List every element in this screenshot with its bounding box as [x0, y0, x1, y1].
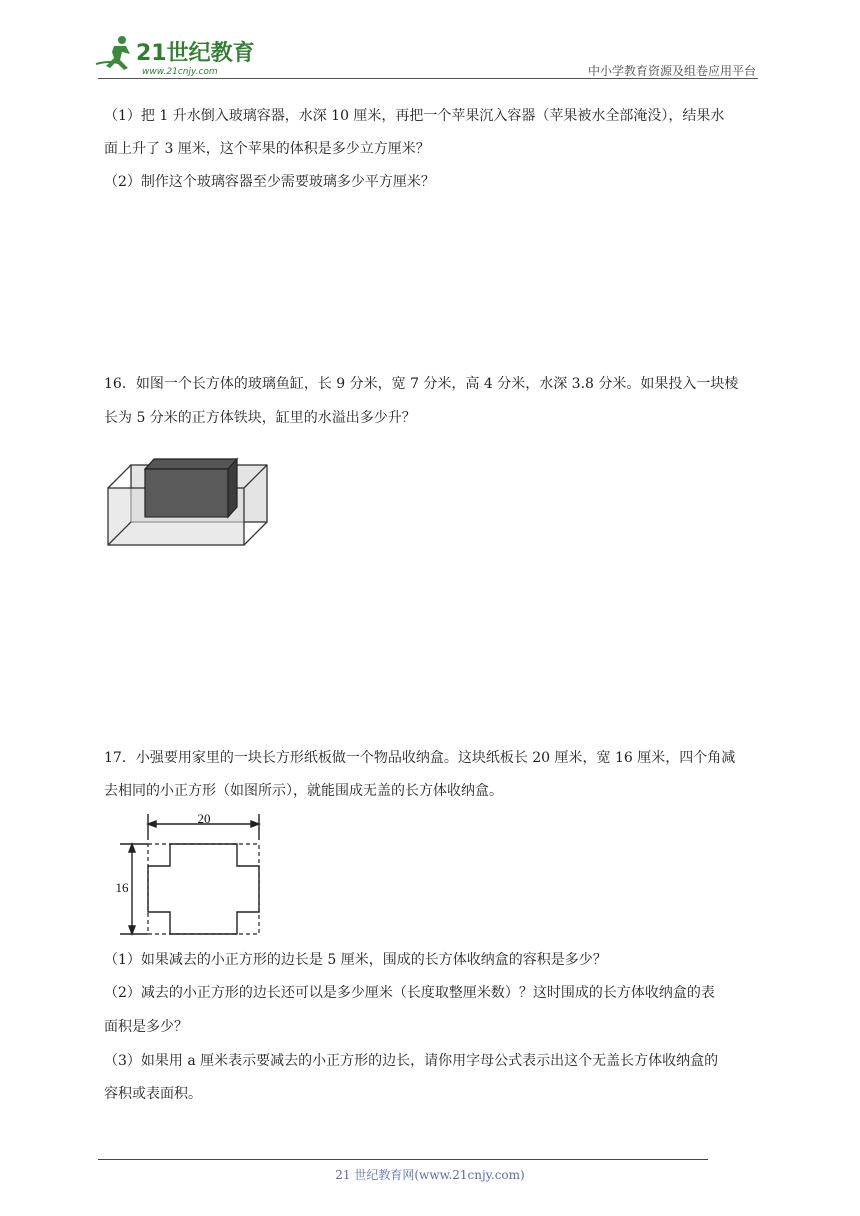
q17-part1: （1）如果减去的小正方形的边长是 5 厘米，围成的长方体收纳盒的容积是多少？	[104, 952, 607, 968]
q17-part2-line1: （2）减去的小正方形的边长还可以是多少厘米（长度取整厘米数）？这时围成的长方体收纳盒的表	[104, 985, 715, 1001]
footer-link[interactable]: 21 世纪教育网(www.21cnjy.com)	[335, 1168, 525, 1182]
q15-part2: （2）制作这个玻璃容器至少需要玻璃多少平方厘米？	[104, 174, 435, 190]
q15-part1-line1: （1）把 1 升水倒入玻璃容器，水深 10 厘米，再把一个苹果沉入容器（苹果被水全部淹没），结果水	[104, 108, 725, 124]
q15-part1-line2: 面上升了 3 厘米，这个苹果的体积是多少立方厘米？	[104, 141, 430, 157]
header-platform-text: 中小学教育资源及组卷应用平台	[587, 64, 756, 78]
width-label: 20	[197, 811, 211, 826]
footer-divider	[98, 1159, 708, 1160]
q16-line2: 长为 5 分米的正方体铁块，缸里的水溢出多少升？	[104, 410, 416, 426]
q16-line1: 16．如图一个长方体的玻璃鱼缸，长 9 分米，宽 7 分米，高 4 分米，水深 3.8 分米。如果投入一块棱	[104, 376, 739, 392]
q17-line2: 去相同的小正方形（如图所示），就能围成无盖的长方体收纳盒。	[104, 783, 503, 799]
cardboard-figure	[108, 810, 268, 938]
site-logo	[92, 30, 262, 80]
runner-logo-icon	[96, 36, 130, 70]
logo-subtext: www.21cnjy.com	[142, 67, 218, 77]
q17-part3-line2: 容积或表面积。	[104, 1086, 202, 1102]
logo-text: 21世纪教育	[136, 41, 255, 66]
q17-part3-line1: （3）如果用 a 厘米表示要减去的小正方形的边长，请你用字母公式表示出这个无盖长方体收纳盒的	[104, 1053, 719, 1069]
q17-line1: 17．小强要用家里的一块长方形纸板做一个物品收纳盒。这块纸板长 20 厘米，宽 16 厘米，四个角减	[104, 750, 736, 766]
height-label: 16	[115, 880, 129, 895]
fish-tank-figure	[104, 455, 274, 550]
header-divider	[98, 78, 758, 79]
q17-part2-line2: 面积是多少？	[104, 1019, 188, 1035]
